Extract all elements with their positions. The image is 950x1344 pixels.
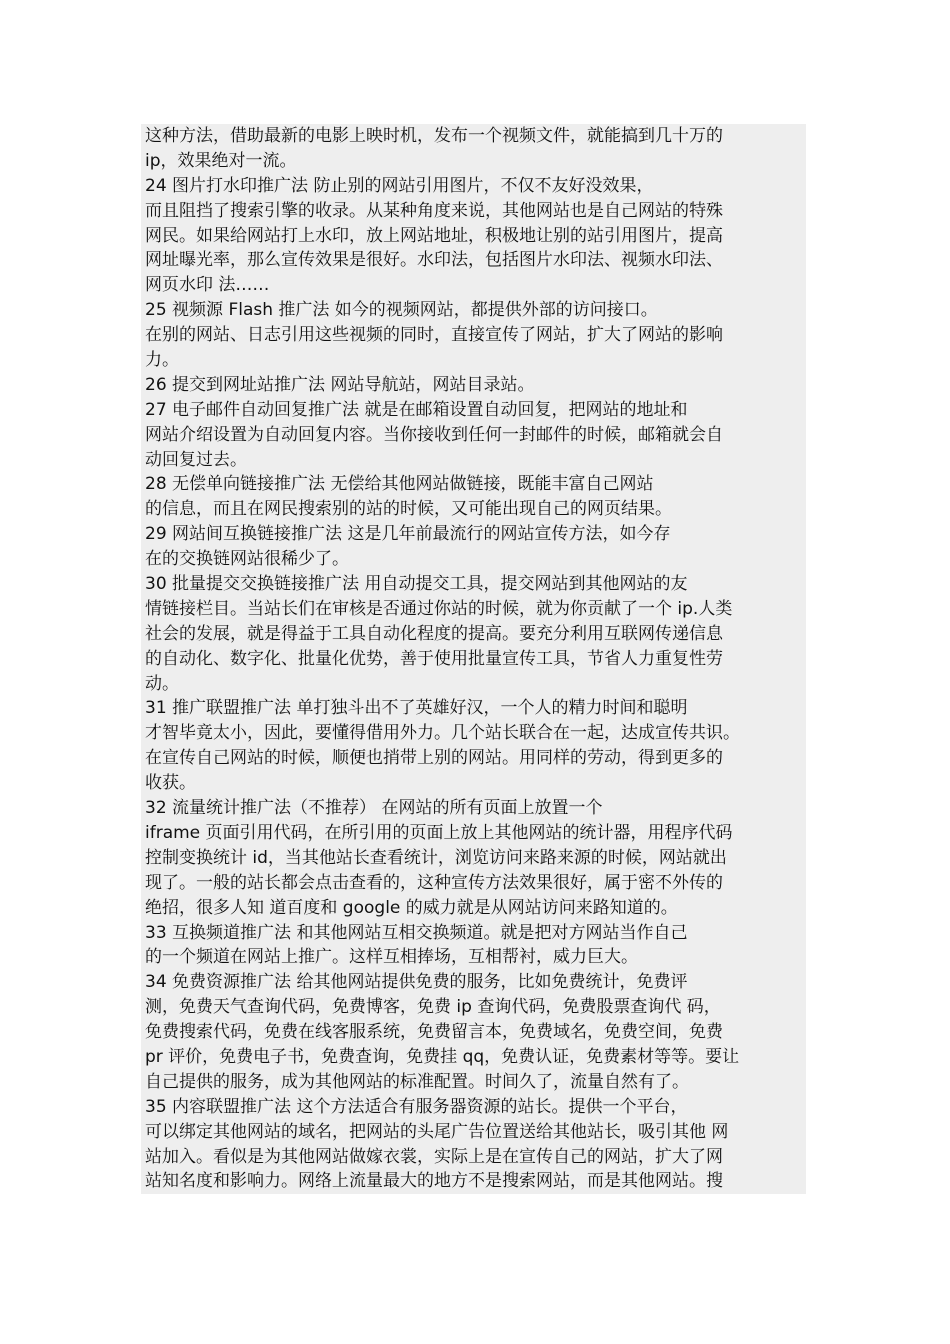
- text-line: 26 提交到网址站推广法 网站导航站，网站目录站。: [145, 374, 535, 395]
- text-line: 31 推广联盟推广法 单打独斗出不了英雄好汉，一个人的精力时间和聪明: [145, 698, 688, 719]
- text-line: 测，免费天气查询代码，免费博客，免费 ip 查询代码，免费股票查询代 码，: [145, 997, 721, 1018]
- text-line: 的信息，而且在网民搜索别的站的时候，又可能出现自己的网页结果。: [145, 499, 672, 520]
- text-line: 网民。如果给网站打上水印，放上网站地址，积极地让别的站引用图片，提高: [145, 225, 723, 246]
- text-line: 情链接栏目。当站长们在审核是否通过你站的时候，就为你贡献了一个 ip.人类: [145, 598, 733, 619]
- text-line: 免费搜索代码，免费在线客服系统，免费留言本，免费域名，免费空间，免费: [145, 1022, 723, 1043]
- text-line: 自己提供的服务，成为其他网站的标准配置。时间久了，流量自然有了。: [145, 1071, 689, 1092]
- text-line: 而且阻挡了搜索引擎的收录。从某种角度来说，其他网站也是自己网站的特殊: [145, 200, 723, 221]
- text-line: 收获。: [145, 773, 196, 794]
- text-line: 24 图片打水印推广法 防止别的网站引用图片，不仅不友好没效果，: [145, 175, 654, 196]
- text-line: 力。: [145, 350, 179, 371]
- text-line: 27 电子邮件自动回复推广法 就是在邮箱设置自动回复，把网站的地址和: [145, 399, 688, 420]
- text-line: 29 网站间互换链接推广法 这是几年前最流行的网站宣传方法，如今存: [145, 524, 671, 545]
- text-line: 才智毕竟太小，因此，要懂得借用外力。几个站长联合在一起，达成宣传共识。: [145, 723, 740, 744]
- text-line: 网址曝光率，那么宣传效果是很好。水印法，包括图片水印法、视频水印法、: [145, 250, 723, 271]
- text-line: 32 流量统计推广法（不推荐） 在网站的所有页面上放置一个: [145, 798, 603, 819]
- text-line: 现了。一般的站长都会点击查看的，这种宣传方法效果很好，属于密不外传的: [145, 872, 723, 893]
- text-line: ip，效果绝对一流。: [145, 150, 297, 171]
- text-line: 控制变换统计 id，当其他站长查看统计，浏览访问来路来源的时候，网站就出: [145, 847, 727, 868]
- text-line: 的一个频道在网站上推广。这样互相捧场，互相帮衬，威力巨大。: [145, 947, 638, 968]
- text-line: 的自动化、数字化、批量化优势，善于使用批量宣传工具，节省人力重复性劳: [145, 648, 723, 669]
- text-line: 34 免费资源推广法 给其他网站提供免费的服务，比如免费统计，免费评: [145, 972, 688, 993]
- text-line: 站加入。看似是为其他网站做嫁衣裳，实际上是在宣传自己的网站，扩大了网: [145, 1146, 723, 1167]
- text-line: 可以绑定其他网站的域名，把网站的头尾广告位置送给其他站长，吸引其他 网: [145, 1121, 729, 1142]
- text-line: 动。: [145, 673, 179, 694]
- document-body: [141, 124, 806, 1194]
- text-line: iframe 页面引用代码，在所引用的页面上放上其他网站的统计器，用程序代码: [145, 822, 733, 843]
- text-line: 在的交换链网站很稀少了。: [145, 549, 349, 570]
- text-line: 在别的网站、日志引用这些视频的同时，直接宣传了网站，扩大了网站的影响: [145, 325, 723, 346]
- text-line: 绝招，很多人知 道百度和 google 的威力就是从网站访问来路知道的。: [145, 897, 678, 918]
- text-line: 这种方法，借助最新的电影上映时机，发布一个视频文件，就能搞到几十万的: [145, 126, 723, 146]
- text-line: 网页水印 法……: [145, 275, 270, 296]
- text-line: 动回复过去。: [145, 449, 247, 470]
- text-line: 35 内容联盟推广法 这个方法适合有服务器资源的站长。提供一个平台，: [145, 1096, 688, 1117]
- text-line: 28 无偿单向链接推广法 无偿给其他网站做链接，既能丰富自己网站: [145, 474, 654, 495]
- text-line: 33 互换频道推广法 和其他网站互相交换频道。就是把对方网站当作自己: [145, 922, 688, 943]
- text-line: 25 视频源 Flash 推广法 如今的视频网站，都提供外部的访问接口。: [145, 300, 658, 321]
- text-line: 站知名度和影响力。网络上流量最大的地方不是搜索网站，而是其他网站。搜: [145, 1171, 723, 1192]
- text-line: pr 评价，免费电子书，免费查询，免费挂 qq，免费认证，免费素材等等。要让: [145, 1046, 740, 1067]
- text-line: 在宣传自己网站的时候，顺便也捎带上别的网站。用同样的劳动，得到更多的: [145, 748, 723, 769]
- text-line: 社会的发展，就是得益于工具自动化程度的提高。要充分利用互联网传递信息: [145, 623, 723, 644]
- text-line: 30 批量提交交换链接推广法 用自动提交工具，提交网站到其他网站的友: [145, 574, 688, 595]
- text-line: 网站介绍设置为自动回复内容。当你接收到任何一封邮件的时候，邮箱就会自: [145, 424, 723, 445]
